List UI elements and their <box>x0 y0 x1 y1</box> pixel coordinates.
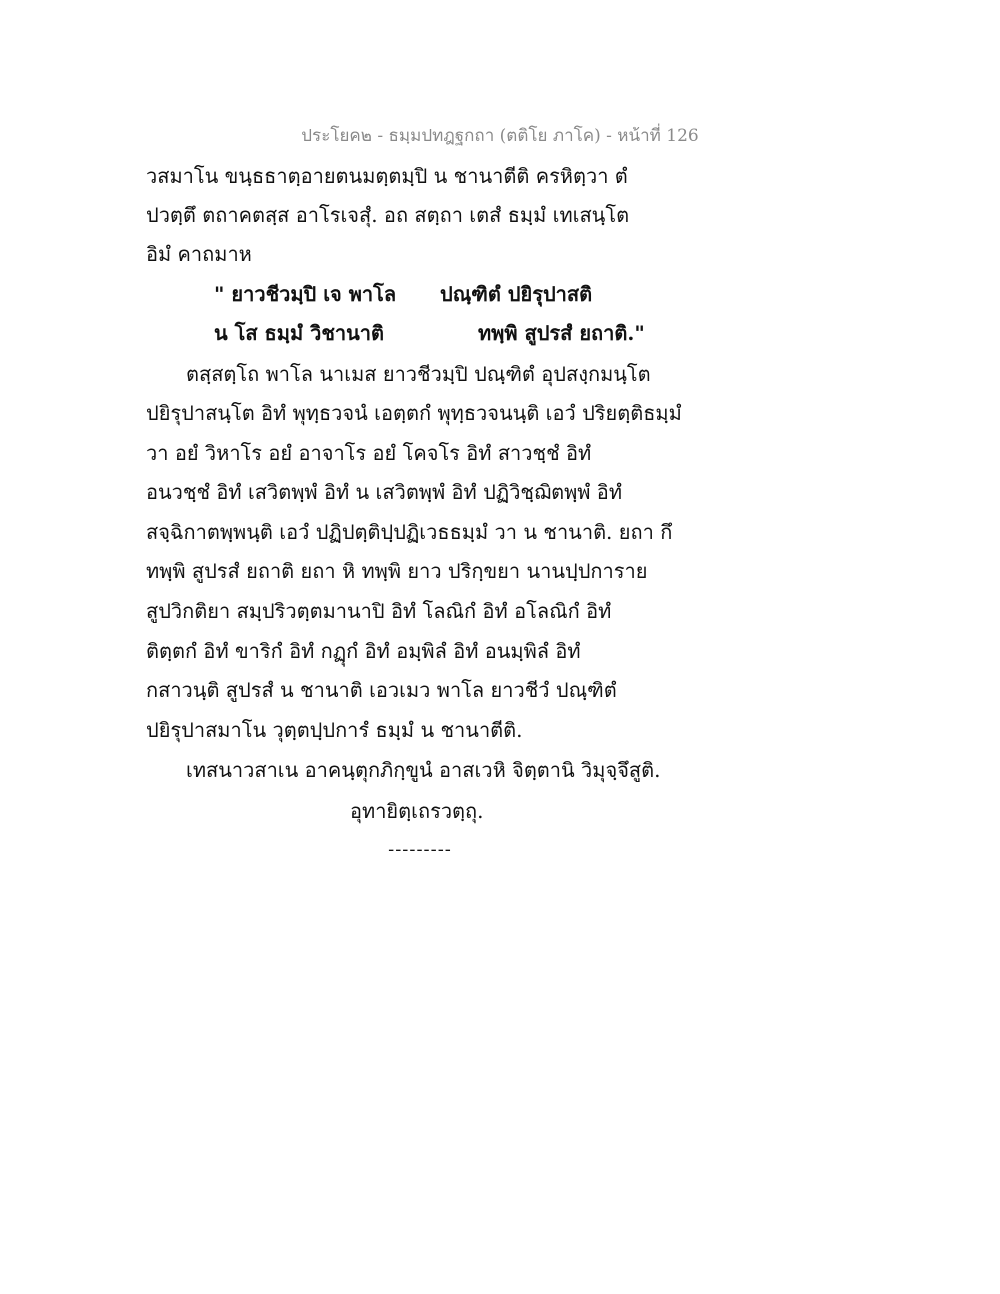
text-line: ติตฺตกํ อิทํ ขาริกํ อิทํ กฏุกํ อิทํ อมฺพิลํ อิทํ อนมฺพิลํ อิทํ <box>146 639 581 663</box>
text-line: ปยิรุปาสมาโน วุตฺตปฺปการํ ธมฺมํ น ชานาตีติ. <box>146 718 523 742</box>
section-divider: --------- <box>388 839 452 860</box>
running-header: ประโยค๒ - ธมฺมปทฎฐกถา (ตติโย ภาโค) - หน้าที่ 126 <box>301 126 699 146</box>
text-line: สูปวิกติยา สมฺปริวตฺตมานาปิ อิทํ โลณิกํ อิทํ อโลณิกํ อิทํ <box>146 599 612 623</box>
verse-line-1b: ปณฺฑิตํ ปยิรุปาสติ <box>440 282 593 306</box>
text-line: เทสนาวสาเน อาคนฺตุกภิกฺขูนํ อาสเวหิ จิตฺตานิ วิมุจฺจึสูติ. <box>186 758 661 782</box>
text-line: วา อยํ วิหาโร อยํ อาจาโร อยํ โคจโร อิทํ สาวชฺชํ อิทํ <box>146 441 592 465</box>
text-line: ปวตฺตึ ตถาคตสฺส อาโรเจสุํ. อถ สตฺถา เตสํ ธมฺมํ เทเสนฺโต <box>146 203 630 227</box>
story-closing-title: อุทายิตฺเถรวตฺถุ. <box>350 799 484 823</box>
verse-line-2b: ทพฺพิ สูปรสํ ยถาติ." <box>478 321 645 345</box>
text-line: กสาวนฺติ สูปรสํ น ชานาติ เอวเมว พาโล ยาวชีวํ ปณฺฑิตํ <box>146 678 617 702</box>
text-line: สจฺฉิกาตพฺพนฺติ เอวํ ปฏิปตฺติปฺปฏิเวธธมฺมํ วา น ชานาติ. ยถา กึ <box>146 520 673 544</box>
text-line: อนวชฺชํ อิทํ เสวิตพฺพํ อิทํ น เสวิตพฺพํ อิทํ ปฏิวิชฺฌิตพฺพํ อิทํ <box>146 480 623 504</box>
text-line: ปยิรุปาสนฺโต อิทํ พุทฺธวจนํ เอตฺตกํ พุทฺธวจนนฺติ เอวํ ปริยตฺติธมฺมํ <box>146 401 682 425</box>
verse-line-1a: " ยาวชีวมฺปิ เจ พาโล <box>214 282 397 306</box>
text-line: อิมํ คาถมาห <box>146 242 252 266</box>
text-line: ทพฺพิ สูปรสํ ยถาติ ยถา หิ ทพฺพิ ยาว ปริกฺขยา นานปฺปการาย <box>146 559 648 583</box>
verse-line-2a: น โส ธมฺมํ วิชานาติ <box>214 321 385 345</box>
text-line: ตสฺสตฺโถ พาโล นาเมส ยาวชีวมฺปิ ปณฺฑิตํ อุปสงฺกมนฺโต <box>186 362 651 386</box>
text-line: วสมาโน ขนฺธธาตฺอายตนมตฺตมฺปิ น ชานาตีติ ครหิตฺวา ตํ <box>146 164 628 188</box>
